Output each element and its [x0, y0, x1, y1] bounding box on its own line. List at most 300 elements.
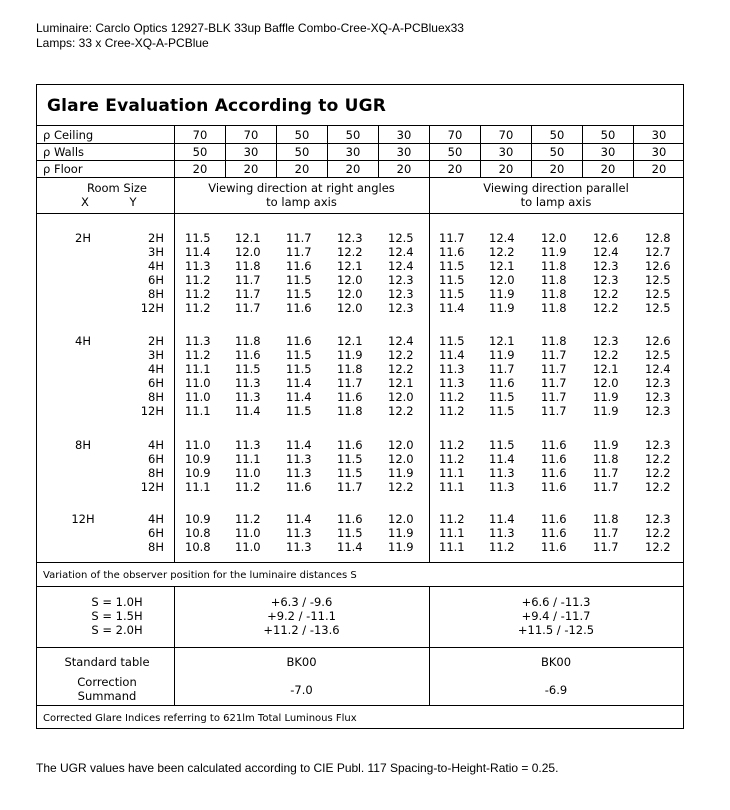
block-divider	[174, 586, 175, 705]
ugr-value: 11.3	[439, 361, 465, 376]
ugr-value: 11.6	[337, 438, 363, 452]
ugr-value: 12.0	[489, 272, 515, 287]
ugr-value: 12.2	[388, 403, 414, 418]
row-divider	[37, 586, 683, 587]
ugr-value: 11.2	[439, 403, 465, 418]
ugr-value: 11.5	[439, 258, 465, 273]
ugr-value: 11.5	[286, 403, 312, 418]
ugr-value: 11.4	[286, 375, 312, 390]
ugr-value: 11.4	[185, 244, 211, 259]
column-divider	[531, 125, 532, 178]
room-y-value: 8H	[148, 539, 164, 554]
ugr-value: 11.5	[489, 403, 515, 418]
ugr-value: 11.5	[439, 286, 465, 301]
row-divider	[37, 143, 683, 144]
reflectance-value: 50	[549, 128, 565, 142]
ugr-value: 11.7	[286, 231, 312, 245]
ugr-value: 12.6	[645, 258, 671, 273]
ugr-value: 11.7	[337, 479, 363, 494]
room-y-value: 12H	[140, 300, 164, 315]
ugr-value: 12.3	[645, 512, 671, 526]
ugr-value: 12.2	[645, 539, 671, 554]
reflectance-label: ρ Ceiling	[43, 128, 94, 142]
ugr-value: 11.3	[286, 539, 312, 554]
room-y-value: 3H	[148, 347, 164, 362]
ugr-value: 11.9	[388, 525, 414, 540]
y-axis-label: Y	[129, 195, 137, 209]
ugr-value: 12.4	[645, 361, 671, 376]
ugr-value: 11.8	[337, 361, 363, 376]
data-divider	[37, 562, 683, 563]
ugr-value: 11.4	[337, 539, 363, 554]
ugr-value: 11.1	[185, 403, 211, 418]
ugr-value: 11.2	[439, 438, 465, 452]
ugr-value: 12.0	[541, 231, 567, 245]
ugr-table	[36, 84, 684, 729]
ugr-value: 12.3	[645, 375, 671, 390]
ugr-value: 12.5	[645, 286, 671, 301]
ugr-value: 11.2	[439, 451, 465, 466]
reflectance-value: 20	[651, 162, 667, 176]
ugr-value: 11.3	[235, 375, 261, 390]
parallel-heading: to lamp axis	[520, 195, 592, 209]
block-divider	[429, 178, 430, 562]
ugr-value: 12.7	[645, 244, 671, 259]
ugr-value: 11.8	[541, 334, 567, 348]
ugr-value: 11.7	[235, 300, 261, 315]
room-y-value: 8H	[148, 465, 164, 480]
ugr-value: 11.8	[541, 300, 567, 315]
ugr-value: 12.1	[388, 375, 414, 390]
room-y-value: 6H	[148, 375, 164, 390]
reflectance-value: 30	[243, 145, 259, 159]
column-divider	[276, 125, 277, 178]
ugr-value: 12.3	[645, 438, 671, 452]
ugr-value: 11.7	[541, 361, 567, 376]
variation-parallel: +6.6 / -11.3	[521, 595, 591, 609]
room-y-value: 4H	[148, 438, 164, 452]
ugr-value: 11.2	[185, 286, 211, 301]
ugr-value: 12.0	[593, 375, 619, 390]
ugr-value: 11.7	[593, 465, 619, 480]
ugr-value: 11.3	[286, 465, 312, 480]
spacing-label: S = 2.0H	[91, 623, 143, 637]
ugr-value: 11.7	[337, 375, 363, 390]
ugr-value: 12.2	[337, 244, 363, 259]
ugr-value: 11.7	[593, 479, 619, 494]
ugr-value: 12.2	[645, 479, 671, 494]
ugr-value: 11.6	[337, 389, 363, 404]
footer-note: The UGR values have been calculated according to CIE Publ. 117 Spacing-to-Height-Ratio = 0.25.	[36, 761, 559, 775]
ugr-value: 11.4	[489, 451, 515, 466]
ugr-value: 12.4	[489, 231, 515, 245]
room-x-value: 8H	[75, 438, 91, 452]
ugr-value: 12.2	[593, 286, 619, 301]
x-axis-label: X	[81, 195, 89, 209]
reflectance-value: 70	[192, 128, 208, 142]
room-y-value: 2H	[148, 231, 164, 245]
ugr-value: 11.1	[439, 539, 465, 554]
row-divider	[37, 177, 683, 178]
ugr-value: 11.2	[235, 512, 261, 526]
correction-label: Correction	[77, 675, 137, 689]
room-x-value: 4H	[75, 334, 91, 348]
reflectance-value: 20	[396, 162, 412, 176]
ugr-value: 11.0	[185, 438, 211, 452]
reflectance-value: 20	[243, 162, 259, 176]
ugr-value: 11.1	[235, 451, 261, 466]
ugr-value: 12.4	[388, 258, 414, 273]
ugr-value: 11.7	[593, 525, 619, 540]
ugr-value: 11.1	[439, 465, 465, 480]
ugr-value: 11.6	[286, 334, 312, 348]
reflectance-value: 30	[600, 145, 616, 159]
ugr-value: 11.2	[185, 300, 211, 315]
ugr-value: 11.7	[286, 244, 312, 259]
luminaire-line: Luminaire: Carclo Optics 12927-BLK 33up Baffle Combo-Cree-XQ-A-PCBluex33	[36, 21, 464, 35]
reflectance-value: 50	[294, 145, 310, 159]
ugr-value: 11.6	[439, 244, 465, 259]
ugr-value: 11.5	[439, 334, 465, 348]
column-divider	[480, 125, 481, 178]
ugr-value: 11.9	[388, 465, 414, 480]
room-y-value: 12H	[140, 403, 164, 418]
column-divider	[327, 125, 328, 178]
ugr-value: 10.8	[185, 525, 211, 540]
ugr-value: 11.3	[439, 375, 465, 390]
ugr-value: 11.3	[489, 479, 515, 494]
reflectance-value: 30	[345, 145, 361, 159]
room-y-value: 4H	[148, 512, 164, 526]
ugr-value: 11.5	[439, 272, 465, 287]
ugr-value: 12.3	[593, 334, 619, 348]
reflectance-value: 50	[294, 128, 310, 142]
variation-right-angle: +6.3 / -9.6	[270, 595, 333, 609]
variation-label: Variation of the observer position for the luminaire distances S	[43, 570, 357, 581]
ugr-value: 11.8	[541, 258, 567, 273]
ugr-value: 12.2	[489, 244, 515, 259]
ugr-value: 12.2	[388, 347, 414, 362]
ugr-value: 12.1	[593, 361, 619, 376]
ugr-value: 11.4	[489, 512, 515, 526]
ugr-value: 12.6	[593, 231, 619, 245]
ugr-value: 12.6	[645, 334, 671, 348]
ugr-value: 11.7	[235, 286, 261, 301]
reflectance-value: 20	[498, 162, 514, 176]
reflectance-value: 20	[447, 162, 463, 176]
ugr-value: 12.3	[337, 231, 363, 245]
parallel-heading: Viewing direction parallel	[483, 181, 629, 195]
ugr-value: 12.2	[645, 451, 671, 466]
right-angle-heading: to lamp axis	[266, 195, 337, 209]
ugr-value: 12.0	[235, 244, 261, 259]
title-divider	[37, 125, 683, 126]
lamps-line: Lamps: 33 x Cree-XQ-A-PCBlue	[36, 36, 209, 50]
ugr-value: 11.8	[541, 286, 567, 301]
ugr-value: 11.7	[541, 389, 567, 404]
reflectance-label: ρ Walls	[43, 145, 85, 159]
table-title: Glare Evaluation According to UGR	[47, 96, 387, 116]
ugr-value: 12.1	[489, 258, 515, 273]
ugr-value: 11.5	[337, 451, 363, 466]
luminaire-header	[36, 21, 464, 51]
room-y-value: 6H	[148, 272, 164, 287]
correction-label: Summand	[77, 689, 137, 703]
column-divider	[429, 125, 430, 178]
room-y-value: 8H	[148, 286, 164, 301]
reflectance-value: 50	[192, 145, 208, 159]
standard-right-angle: BK00	[286, 655, 317, 669]
ugr-value: 11.6	[541, 525, 567, 540]
ugr-value: 12.0	[388, 438, 414, 452]
ugr-value: 11.1	[185, 361, 211, 376]
ugr-value: 11.8	[337, 403, 363, 418]
ugr-value: 11.6	[235, 347, 261, 362]
ugr-value: 11.6	[541, 465, 567, 480]
row-divider	[37, 705, 683, 706]
ugr-value: 11.5	[286, 361, 312, 376]
ugr-value: 11.9	[593, 389, 619, 404]
ugr-value: 12.0	[388, 451, 414, 466]
ugr-value: 12.0	[337, 272, 363, 287]
ugr-value: 11.9	[489, 300, 515, 315]
ugr-value: 12.3	[388, 286, 414, 301]
room-y-value: 4H	[148, 361, 164, 376]
ugr-value: 11.3	[235, 389, 261, 404]
correction-parallel: -6.9	[544, 683, 568, 697]
ugr-value: 11.5	[337, 525, 363, 540]
reflectance-value: 50	[447, 145, 463, 159]
variation-right-angle: +11.2 / -13.6	[263, 623, 340, 637]
room-y-value: 3H	[148, 244, 164, 259]
ugr-value: 11.3	[286, 451, 312, 466]
ugr-value: 12.3	[593, 258, 619, 273]
ugr-value: 11.2	[235, 479, 261, 494]
ugr-value: 11.6	[541, 438, 567, 452]
ugr-value: 12.3	[388, 300, 414, 315]
room-y-value: 6H	[148, 451, 164, 466]
reflectance-value: 30	[651, 145, 667, 159]
variation-parallel: +11.5 / -12.5	[517, 623, 595, 637]
column-divider	[174, 125, 175, 178]
ugr-value: 11.6	[286, 479, 312, 494]
ugr-value: 11.4	[286, 389, 312, 404]
ugr-value: 11.2	[489, 539, 515, 554]
ugr-value: 11.4	[439, 347, 465, 362]
reflectance-value: 30	[396, 128, 412, 142]
ugr-value: 11.5	[185, 231, 211, 245]
ugr-value: 11.7	[439, 231, 465, 245]
ugr-value: 11.8	[593, 451, 619, 466]
ugr-value: 11.9	[593, 403, 619, 418]
variation-parallel: +9.4 / -11.7	[521, 609, 591, 623]
ugr-value: 11.6	[489, 375, 515, 390]
ugr-value: 11.3	[286, 525, 312, 540]
standard-table-label: Standard table	[64, 655, 150, 669]
ugr-value: 11.3	[489, 525, 515, 540]
spacing-label: S = 1.5H	[91, 609, 143, 623]
ugr-value: 12.5	[645, 347, 671, 362]
ugr-value: 12.3	[388, 272, 414, 287]
ugr-value: 11.7	[235, 272, 261, 287]
ugr-value: 10.8	[185, 539, 211, 554]
ugr-value: 11.3	[235, 438, 261, 452]
ugr-value: 11.2	[439, 512, 465, 526]
room-y-value: 6H	[148, 525, 164, 540]
room-y-value: 2H	[148, 334, 164, 348]
reflectance-value: 70	[243, 128, 259, 142]
ugr-value: 12.1	[489, 334, 515, 348]
ugr-value: 12.5	[645, 272, 671, 287]
ugr-value: 12.4	[388, 244, 414, 259]
reflectance-value: 50	[549, 145, 565, 159]
ugr-value: 12.3	[645, 389, 671, 404]
ugr-value: 12.1	[235, 231, 261, 245]
room-x-value: 2H	[75, 231, 91, 245]
reflectance-value: 50	[345, 128, 361, 142]
ugr-value: 11.7	[593, 539, 619, 554]
block-divider	[429, 586, 430, 705]
ugr-value: 11.6	[337, 512, 363, 526]
ugr-value: 12.0	[388, 512, 414, 526]
ugr-value: 12.1	[337, 258, 363, 273]
column-divider	[378, 125, 379, 178]
ugr-value: 10.9	[185, 451, 211, 466]
correction-right-angle: -7.0	[290, 683, 313, 697]
ugr-value: 11.3	[185, 258, 211, 273]
room-x-value: 12H	[71, 512, 95, 526]
reflectance-value: 30	[651, 128, 667, 142]
reflectance-value: 70	[447, 128, 463, 142]
ugr-value: 11.8	[235, 258, 261, 273]
ugr-value: 12.5	[645, 300, 671, 315]
ugr-value: 11.2	[439, 389, 465, 404]
column-divider	[633, 125, 634, 178]
ugr-value: 10.9	[185, 512, 211, 526]
ugr-value: 11.1	[185, 479, 211, 494]
ugr-value: 11.0	[235, 539, 261, 554]
ugr-value: 11.5	[489, 389, 515, 404]
ugr-value: 12.4	[593, 244, 619, 259]
ugr-value: 11.7	[489, 361, 515, 376]
standard-parallel: BK00	[540, 655, 572, 669]
ugr-value: 11.3	[185, 334, 211, 348]
ugr-value: 11.6	[541, 451, 567, 466]
reflectance-value: 20	[294, 162, 310, 176]
room-y-value: 8H	[148, 389, 164, 404]
ugr-value: 12.2	[388, 479, 414, 494]
ugr-value: 11.9	[489, 347, 515, 362]
ugr-value: 12.2	[645, 525, 671, 540]
ugr-value: 12.2	[593, 347, 619, 362]
ugr-value: 11.2	[185, 272, 211, 287]
reflectance-value: 70	[498, 128, 514, 142]
ugr-value: 11.6	[541, 479, 567, 494]
block-divider	[174, 178, 175, 562]
ugr-value: 12.2	[388, 361, 414, 376]
ugr-value: 12.3	[645, 403, 671, 418]
ugr-value: 11.5	[489, 438, 515, 452]
reflectance-label: ρ Floor	[43, 162, 83, 176]
ugr-value: 11.0	[235, 525, 261, 540]
ugr-value: 11.7	[541, 403, 567, 418]
spacing-label: S = 1.0H	[91, 595, 143, 609]
ugr-value: 11.5	[286, 272, 312, 287]
ugr-value: 12.1	[337, 334, 363, 348]
ugr-value: 11.8	[235, 334, 261, 348]
ugr-value: 11.2	[185, 347, 211, 362]
column-divider	[582, 125, 583, 178]
ugr-value: 11.5	[337, 465, 363, 480]
ugr-value: 11.9	[489, 286, 515, 301]
ugr-value: 10.9	[185, 465, 211, 480]
footnote: Corrected Glare Indices referring to 621lm Total Luminous Flux	[43, 713, 357, 724]
ugr-value: 11.9	[593, 438, 619, 452]
ugr-value: 11.6	[541, 539, 567, 554]
reflectance-value: 20	[600, 162, 616, 176]
ugr-value: 11.9	[337, 347, 363, 362]
ugr-value: 11.6	[286, 258, 312, 273]
ugr-value: 12.0	[388, 389, 414, 404]
ugr-value: 12.5	[388, 231, 414, 245]
ugr-value: 12.3	[593, 272, 619, 287]
ugr-value: 11.0	[185, 389, 211, 404]
ugr-value: 11.0	[235, 465, 261, 480]
ugr-value: 11.7	[541, 347, 567, 362]
variation-right-angle: +9.2 / -11.1	[267, 609, 336, 623]
ugr-value: 12.2	[645, 465, 671, 480]
room-size-label: Room Size	[86, 181, 147, 195]
ugr-value: 11.1	[439, 525, 465, 540]
ugr-value: 11.9	[388, 539, 414, 554]
ugr-value: 11.3	[489, 465, 515, 480]
ugr-value: 11.6	[541, 512, 567, 526]
ugr-value: 11.4	[286, 438, 312, 452]
row-divider	[37, 647, 683, 648]
ugr-value: 11.5	[235, 361, 261, 376]
ugr-value: 11.8	[541, 272, 567, 287]
ugr-value: 11.5	[286, 347, 312, 362]
reflectance-value: 20	[345, 162, 361, 176]
ugr-value: 11.5	[286, 286, 312, 301]
ugr-value: 11.8	[593, 512, 619, 526]
ugr-value: 11.0	[185, 375, 211, 390]
room-y-value: 12H	[140, 479, 164, 494]
ugr-value: 11.7	[541, 375, 567, 390]
column-divider	[225, 125, 226, 178]
ugr-value: 12.0	[337, 286, 363, 301]
reflectance-value: 30	[498, 145, 514, 159]
row-divider	[37, 160, 683, 161]
ugr-value: 11.4	[235, 403, 261, 418]
reflectance-value: 30	[396, 145, 412, 159]
ugr-value: 12.4	[388, 334, 414, 348]
reflectance-value: 20	[192, 162, 208, 176]
room-y-value: 4H	[148, 258, 164, 273]
header-divider	[37, 213, 683, 214]
ugr-value: 11.9	[541, 244, 567, 259]
ugr-value: 11.4	[439, 300, 465, 315]
ugr-value: 11.6	[286, 300, 312, 315]
ugr-value: 12.0	[337, 300, 363, 315]
ugr-value: 11.4	[286, 512, 312, 526]
ugr-value: 11.1	[439, 479, 465, 494]
ugr-value: 12.8	[645, 231, 671, 245]
reflectance-value: 50	[600, 128, 616, 142]
right-angle-heading: Viewing direction at right angles	[208, 181, 395, 195]
reflectance-value: 20	[549, 162, 565, 176]
ugr-value: 12.2	[593, 300, 619, 315]
